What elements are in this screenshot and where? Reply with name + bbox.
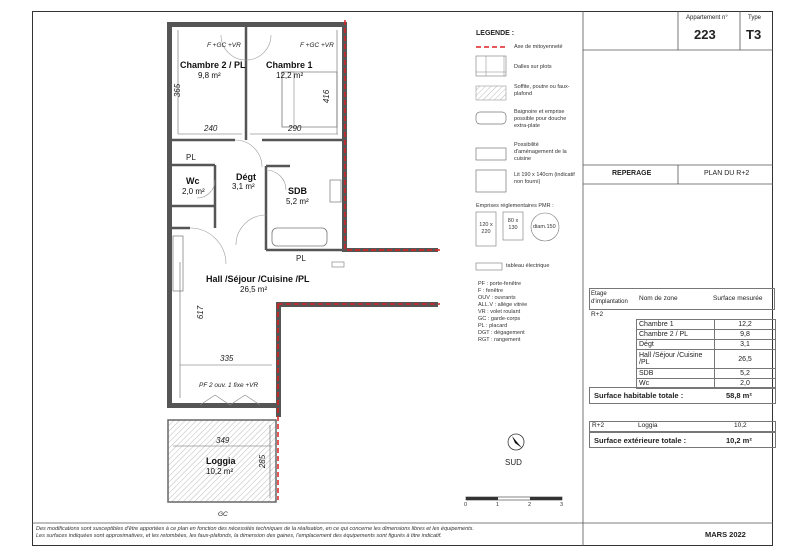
legend-pmr-1: 120 x 220 <box>479 222 493 235</box>
legend-item-cuisine: Possibilité d'aménagement de la cuisine <box>514 142 567 162</box>
area-degt: 3,1 m² <box>232 182 255 191</box>
ext-level: R+2 <box>592 422 605 429</box>
legend-item-tableau: tableau électrique <box>506 263 550 269</box>
ext-name: Loggia <box>638 422 658 429</box>
area-sdb: 5,2 m² <box>286 197 309 206</box>
table-row <box>637 320 776 330</box>
kitchen <box>173 236 183 291</box>
apt-number: 223 <box>694 27 716 42</box>
row-name: Hall /Séjour /Cuisine /PL <box>637 350 715 369</box>
abbrev-vr: VR : volet roulant <box>478 309 521 315</box>
abbrev-gc: GC : garde-corps <box>478 316 521 322</box>
scale-tick-2: 2 <box>528 502 532 508</box>
room-chambre2: Chambre 2 / PL <box>180 60 246 70</box>
row-value: 26,5 <box>715 350 776 369</box>
legend-item-soffite: Soffite, poutre ou faux-plafond <box>514 84 570 97</box>
footer-line-2: Les surfaces indiquées sont approximatives, et les retombées, les faux-plafonds, la dimension des gaines, l'emplacement des équipements sont figurés à titre indicatif. <box>36 533 442 539</box>
dim-240: 240 <box>204 124 218 133</box>
surfaces-rows <box>636 319 776 389</box>
total-label: Surface habitable totale : <box>594 391 684 400</box>
row-name: Chambre 1 <box>637 320 715 330</box>
legend-title: LEGENDE : <box>476 30 515 37</box>
room-degt: Dégt <box>236 172 256 182</box>
scale-bar <box>466 497 562 500</box>
abbrev-pl: PL : placard <box>478 323 508 329</box>
abbrev-pf: PF : porte-fenêtre <box>478 281 522 287</box>
dim-617: 617 <box>196 305 206 320</box>
row-value: 9,8 <box>715 330 776 340</box>
footer-line-1: Des modifications sont susceptibles d'être apportées à ce plan en fonction des nécessités techniques de la réalisation, en ce qui concerne les dimensions libres et les équipements. <box>36 526 474 532</box>
surf-head-etage: Etage d'implantation <box>591 291 628 305</box>
dim-335: 335 <box>220 354 234 363</box>
windows <box>180 24 325 405</box>
row-value: 12,2 <box>715 320 776 330</box>
dim-349: 349 <box>216 436 230 445</box>
scale-tick-3: 3 <box>560 502 564 508</box>
table-row <box>637 330 776 340</box>
dim-285: 285 <box>258 454 268 469</box>
ext-total-value: 10,2 m² <box>726 436 752 445</box>
room-sejour: Hall /Séjour /Cuisine /PL <box>206 274 310 284</box>
dim-290: 290 <box>288 124 302 133</box>
room-chambre1: Chambre 1 <box>266 60 313 70</box>
table-row <box>637 340 776 350</box>
bathtub <box>272 228 327 246</box>
label-window-1: F +GC +VR <box>207 42 241 49</box>
label-pf: PF 2 ouv. 1 fixe +VR <box>199 382 259 389</box>
reperage-label: REPERAGE <box>612 170 652 177</box>
abbrev-allv: ALL.V : allège vitrée <box>478 302 528 308</box>
scale-tick-0: 0 <box>464 502 468 508</box>
legend-abbreviations <box>478 281 527 344</box>
apt-label: Appartement n° <box>686 15 728 21</box>
abbrev-rgt: RGT : rangement <box>478 337 521 343</box>
area-loggia: 10,2 m² <box>206 467 234 476</box>
type-value: T3 <box>746 27 762 42</box>
abbrev-f: F : fenêtre <box>478 288 504 294</box>
label-placard-1: PL <box>186 153 196 162</box>
ext-value: 10,2 <box>734 422 747 429</box>
area-chambre2: 9,8 m² <box>198 71 221 80</box>
room-loggia: Loggia <box>206 456 236 466</box>
label-window-2: F +GC +VR <box>300 42 334 49</box>
scale-tick-1: 1 <box>496 502 500 508</box>
row-value: 5,2 <box>715 369 776 379</box>
title-block-lines <box>32 11 773 546</box>
row-name: SDB <box>637 369 715 379</box>
abbrev-ouv: OUV : ouvrants <box>478 295 516 301</box>
footer-date: MARS 2022 <box>705 530 746 539</box>
legend-item-baignoire: Baignoire et emprise possible pour douche extra-plate <box>514 109 567 129</box>
area-chambre1: 12,2 m² <box>276 71 304 80</box>
abbrev-dgt: DGT : dégagement <box>478 330 525 336</box>
area-sejour: 26,5 m² <box>240 285 268 294</box>
legend-pmr-3: diam.150 <box>533 224 556 230</box>
type-label: Type <box>748 15 762 21</box>
label-placard-2: PL <box>296 254 306 263</box>
row-name: Wc <box>637 379 715 389</box>
ext-row <box>589 421 776 432</box>
dim-416: 416 <box>322 89 332 104</box>
compass-icon <box>508 434 524 450</box>
room-wc: Wc <box>186 176 200 186</box>
table-row <box>637 369 776 379</box>
legend-item-lit: Lit 190 x 140cm (indicatif non fourni) <box>514 172 575 185</box>
walls <box>167 22 438 417</box>
surf-head-zone: Nom de zone <box>639 295 678 302</box>
row-name: Chambre 2 / PL <box>637 330 715 340</box>
table-row <box>637 350 776 369</box>
row-value: 3,1 <box>715 340 776 350</box>
room-sdb: SDB <box>288 186 308 196</box>
dim-365: 365 <box>173 83 183 98</box>
label-gc: GC <box>218 511 228 518</box>
compass-label: SUD <box>505 458 522 467</box>
legend-item-dalles: Dalles sur plots <box>514 64 552 70</box>
surf-head-surface: Surface mesurée <box>713 295 763 302</box>
legend-item-axis: Axe de mitoyenneté <box>514 44 563 50</box>
row-name: Dégt <box>637 340 715 350</box>
total-value: 58,8 m² <box>726 391 752 400</box>
row-value: 2,0 <box>715 379 776 389</box>
legend-pmr-2: 80 x 130 <box>507 218 519 231</box>
reperage-plan: PLAN DU R+2 <box>704 170 750 177</box>
ext-total-label: Surface extérieure totale : <box>594 436 687 445</box>
legend-item-pmr: Emprises réglementaires PMR : <box>476 203 554 209</box>
area-wc: 2,0 m² <box>182 187 205 196</box>
surf-level: R+2 <box>591 311 604 318</box>
